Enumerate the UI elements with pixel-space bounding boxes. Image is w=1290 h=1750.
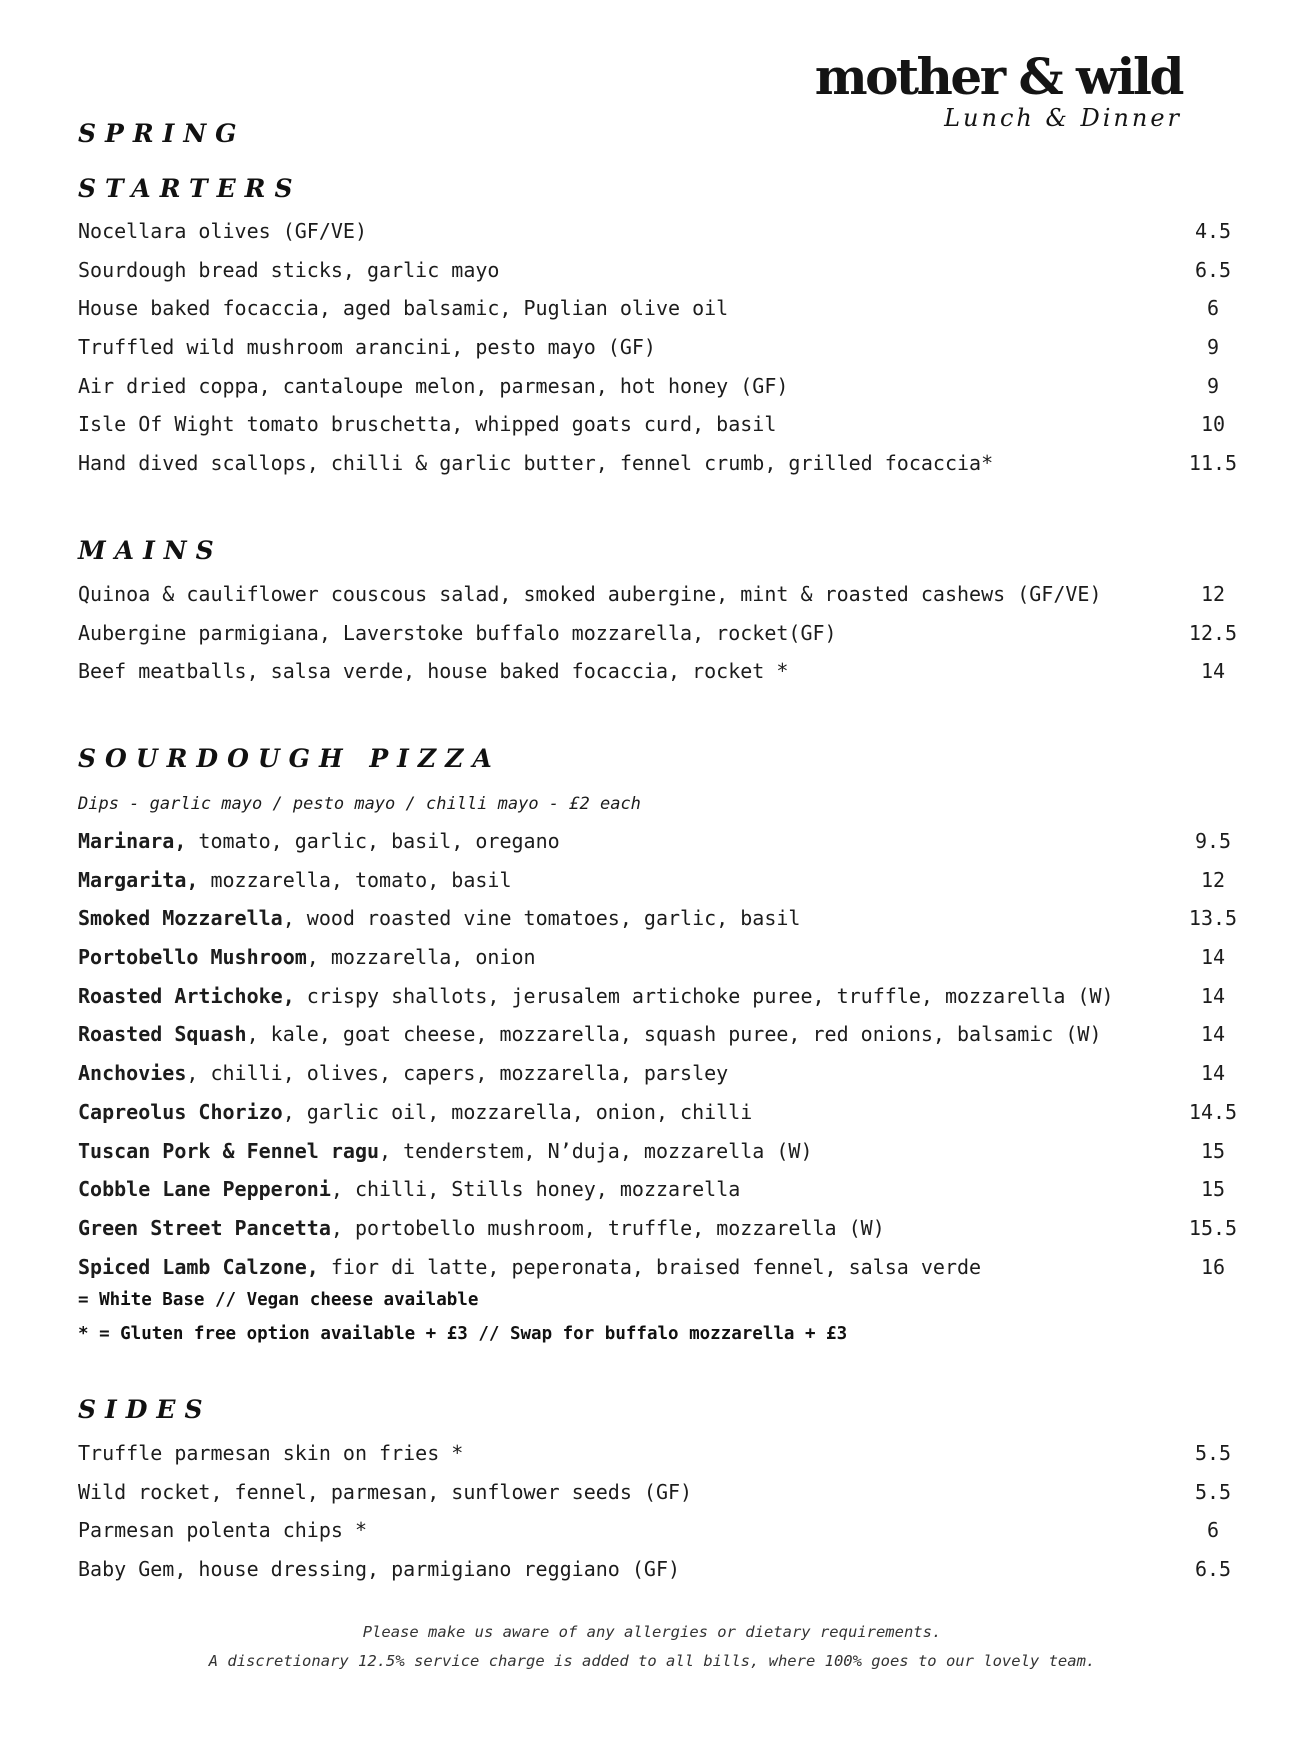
gluten-free-note: * = Gluten free option available + £3 // Swap for buffalo mozzarella + £3 [78, 1324, 848, 1344]
starter-item [78, 251, 1232, 290]
item-price: 14 [1200, 983, 1226, 1008]
pizza-item [78, 1054, 1226, 1093]
item-name: Baby Gem, house dressing, parmigiano reggiano (GF) [78, 1557, 681, 1582]
pizza-item [78, 977, 1226, 1016]
pizza-item [78, 1132, 1226, 1171]
logo-subtitle: Lunch & Dinner [944, 104, 1182, 132]
item-price: 6 [1206, 1518, 1220, 1543]
pizza-toppings: mozzarella, tomato, basil [198, 867, 512, 892]
pizza-toppings: , chilli, Stills honey, mozzarella [330, 1177, 741, 1202]
sides-list [78, 1434, 1232, 1589]
pizza-toppings: , kale, goat cheese, mozzarella, squash puree, red onions, balsamic (W) [246, 1022, 1102, 1047]
pizza-toppings: , wood roasted vine tomatoes, garlic, basil [282, 906, 801, 931]
starter-item [78, 444, 1238, 483]
pizza-item [78, 1209, 1238, 1248]
mains-heading: MAINS [78, 536, 223, 565]
item-price: 6 [1206, 296, 1220, 321]
item-price: 5.5 [1194, 1441, 1232, 1465]
main-item [78, 575, 1226, 614]
pizza-item [78, 899, 1238, 938]
item-price: 15 [1200, 1177, 1226, 1202]
pizza-item [78, 938, 1226, 977]
logo-name: mother & wild [814, 47, 1182, 106]
side-item [78, 1550, 1232, 1589]
starters-list [78, 212, 1238, 483]
item-price: 11.5 [1188, 451, 1238, 476]
pizza-name: Anchovies [78, 1061, 187, 1086]
pizza-name: Marinara, [78, 829, 187, 853]
main-item [78, 652, 1226, 691]
starter-item [78, 405, 1226, 444]
item-name: Parmesan polenta chips * [78, 1518, 367, 1543]
service-charge-note: A discretionary 12.5% service charge is added to all bills, where 100% goes to our lovely team. [208, 1652, 1096, 1670]
starter-item [78, 367, 1220, 406]
item-price: 16 [1200, 1254, 1226, 1279]
pizza-name: Green Street Pancetta [78, 1215, 331, 1240]
pizza-item [78, 822, 1232, 861]
white-base-note: = White Base // Vegan cheese available [78, 1290, 479, 1310]
starter-item [78, 289, 1220, 328]
side-item [78, 1434, 1232, 1473]
logo [814, 47, 1182, 132]
dips-note: Dips - garlic mayo / pesto mayo / chilli mayo - £2 each [78, 794, 641, 814]
item-price: 5.5 [1194, 1479, 1232, 1504]
season-heading: SPRING [78, 119, 246, 148]
item-price: 10 [1200, 412, 1226, 437]
item-price: 14 [1200, 1022, 1226, 1047]
pizza-name: Roasted Artichoke, [78, 983, 295, 1008]
item-price: 9.5 [1194, 829, 1232, 853]
item-price: 12.5 [1188, 620, 1238, 645]
item-name: Beef meatballs, salsa verde, house baked focaccia, rocket * [78, 659, 789, 684]
pizza-list [78, 822, 1238, 1286]
pizza-toppings: , chilli, olives, capers, mozzarella, parsley [186, 1061, 729, 1086]
item-price: 14 [1200, 1061, 1226, 1086]
item-price: 12 [1200, 582, 1226, 606]
item-price: 9 [1206, 373, 1220, 398]
side-item [78, 1511, 1220, 1550]
allergy-note: Please make us aware of any allergies or dietary requirements. [362, 1623, 942, 1641]
pizza-toppings: crispy shallots, jerusalem artichoke puree, truffle, mozzarella (W) [294, 983, 1114, 1008]
starter-item [78, 212, 1232, 251]
pizza-name: Spiced Lamb Calzone, [78, 1254, 319, 1279]
item-price: 15.5 [1188, 1215, 1238, 1240]
starters-heading: STARTERS [78, 174, 302, 203]
pizza-name: Tuscan Pork & Fennel ragu [78, 1138, 380, 1163]
pizza-toppings: , garlic oil, mozzarella, onion, chilli [282, 1099, 753, 1124]
pizza-name: Capreolus Chorizo [78, 1099, 283, 1124]
side-item [78, 1473, 1232, 1512]
item-name: Quinoa & cauliflower couscous salad, smoked aubergine, mint & roasted cashews (GF/VE) [78, 582, 1102, 606]
item-price: 15 [1200, 1138, 1226, 1163]
item-price: 14 [1200, 659, 1226, 684]
item-price: 12 [1200, 867, 1226, 892]
pizza-item [78, 1248, 1226, 1287]
item-price: 14.5 [1188, 1099, 1238, 1124]
item-price: 14 [1200, 945, 1226, 970]
pizza-toppings: , portobello mushroom, truffle, mozzarella (W) [330, 1215, 885, 1240]
pizza-toppings: , mozzarella, onion [306, 945, 536, 970]
pizza-name: Portobello Mushroom [78, 945, 307, 970]
item-name: Truffle parmesan skin on fries * [78, 1441, 464, 1465]
pizza-heading: SOURDOUGH PIZZA [78, 744, 501, 773]
item-name: Hand dived scallops, chilli & garlic butter, fennel crumb, grilled focaccia* [78, 451, 994, 476]
pizza-toppings: fior di latte, peperonata, braised fennel, salsa verde [318, 1254, 982, 1279]
pizza-name: Cobble Lane Pepperoni [78, 1177, 331, 1202]
pizza-toppings: , tenderstem, N’duja, mozzarella (W) [379, 1138, 813, 1163]
item-name: Isle Of Wight tomato bruschetta, whipped goats curd, basil [78, 412, 777, 437]
pizza-toppings: tomato, garlic, basil, oregano [186, 829, 560, 853]
item-price: 6.5 [1194, 1557, 1232, 1582]
pizza-item [78, 861, 1226, 900]
item-name: Aubergine parmigiana, Laverstoke buffalo mozzarella, rocket(GF) [78, 620, 837, 645]
pizza-name: Margarita, [78, 867, 199, 892]
pizza-name: Smoked Mozzarella [78, 906, 283, 931]
pizza-name: Roasted Squash [78, 1022, 247, 1047]
starter-item [78, 328, 1220, 367]
pizza-item [78, 1170, 1226, 1209]
sides-heading: SIDES [78, 1395, 212, 1424]
item-name: Air dried coppa, cantaloupe melon, parmesan, hot honey (GF) [78, 373, 789, 398]
item-price: 9 [1206, 335, 1220, 360]
item-name: Wild rocket, fennel, parmesan, sunflower seeds (GF) [78, 1479, 693, 1504]
item-name: Truffled wild mushroom arancini, pesto mayo (GF) [78, 335, 656, 360]
pizza-item [78, 1015, 1226, 1054]
item-name: Nocellara olives (GF/VE) [78, 219, 367, 243]
pizza-item [78, 1093, 1238, 1132]
item-price: 4.5 [1194, 219, 1232, 243]
item-name: House baked focaccia, aged balsamic, Puglian olive oil [78, 296, 729, 321]
item-price: 13.5 [1188, 906, 1238, 931]
main-item [78, 614, 1238, 653]
item-name: Sourdough bread sticks, garlic mayo [78, 257, 500, 282]
item-price: 6.5 [1194, 257, 1232, 282]
mains-list [78, 575, 1238, 691]
